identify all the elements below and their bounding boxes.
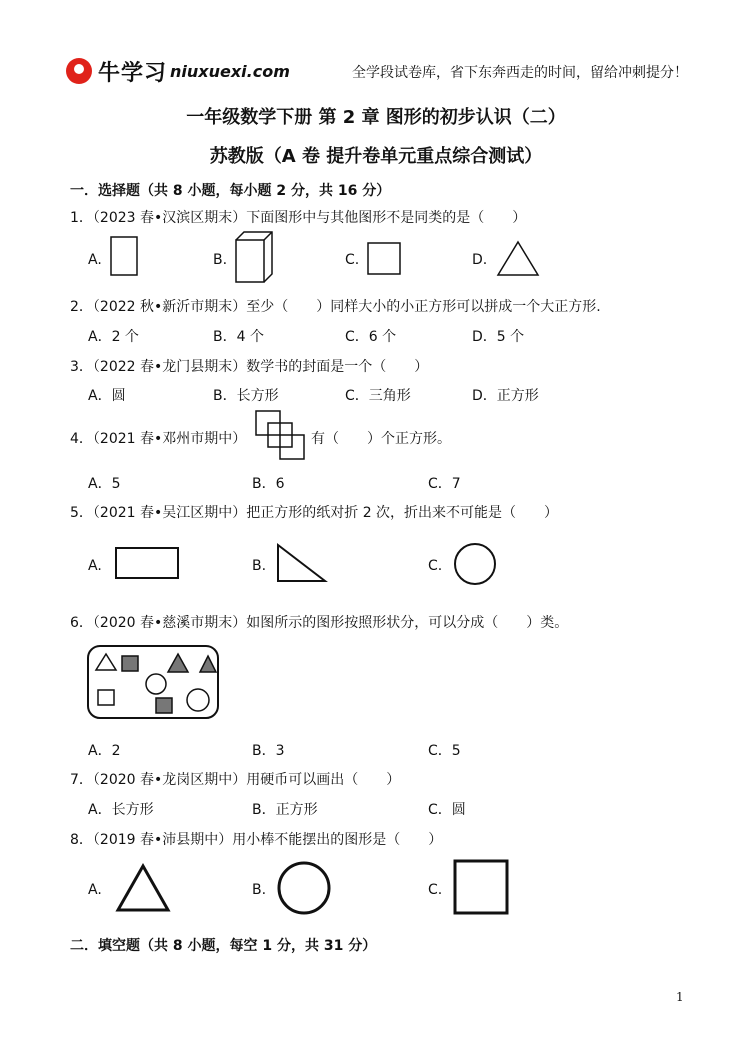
logo-text: 牛学习	[98, 61, 168, 86]
q4-option-b: B．6	[252, 476, 285, 492]
circle-shape	[276, 860, 332, 916]
question-2: 2．（2022 秋•新沂市期末）至少（ ）同样大小的小正方形可以拼成一个大正方形.	[70, 299, 601, 315]
q3-option-b: B．长方形	[213, 388, 279, 404]
question-7: 7．（2020 春•龙岗区期中）用硬币可以画出（ ）	[70, 772, 401, 788]
q5-option-b: B.	[252, 558, 267, 574]
rectangle-shape	[110, 236, 140, 278]
q6-option-c: C．5	[428, 743, 461, 759]
q8-option-b: B.	[252, 882, 267, 898]
triangle-shape	[496, 240, 540, 278]
q6-option-b: B．3	[252, 743, 285, 759]
question-4-suffix: 有（ ）个正方形。	[311, 431, 451, 447]
question-6: 6．（2020 春•慈溪市期末）如图所示的图形按照形状分，可以分成（ ）类。	[70, 615, 569, 631]
q4-option-a: A．5	[88, 476, 121, 492]
q3-option-a: A．圆	[88, 388, 126, 404]
shapes-group-figure	[86, 644, 222, 722]
page-subtitle: 苏教版（A 卷 提升卷单元重点综合测试）	[209, 146, 543, 167]
cube-shape	[234, 230, 276, 284]
q8-option-c: C.	[428, 882, 443, 898]
page-number: 1	[676, 990, 684, 1004]
section-heading-fill: 二．填空题（共 8 小题，每空 1 分，共 31 分）	[70, 938, 377, 954]
logo-icon	[66, 58, 92, 84]
logo-url: niuxuexi.com	[170, 62, 290, 81]
q3-option-c: C．三角形	[345, 388, 411, 404]
square-shape	[367, 242, 403, 276]
question-5: 5．（2021 春•吴江区期中）把正方形的纸对折 2 次，折出来不可能是（ ）	[70, 505, 559, 521]
page-title: 一年级数学下册 第 2 章 图形的初步认识（二）	[186, 107, 566, 128]
q7-option-a: A．长方形	[88, 802, 154, 818]
square-shape	[452, 858, 512, 918]
q7-option-c: C．圆	[428, 802, 466, 818]
rectangle-shape	[114, 546, 182, 582]
q5-option-a: A.	[88, 558, 102, 574]
question-4-prefix: 4．（2021 春•邓州市期中）	[70, 431, 247, 447]
q6-option-a: A．2	[88, 743, 121, 759]
question-3: 3．（2022 春•龙门县期末）数学书的封面是一个（ ）	[70, 359, 429, 375]
q1-option-b: B.	[213, 252, 228, 268]
q5-option-c: C.	[428, 558, 443, 574]
circle-shape	[452, 541, 498, 587]
q2-option-b: B．4 个	[213, 329, 264, 345]
triangle-shape	[275, 542, 329, 584]
q7-option-b: B．正方形	[252, 802, 318, 818]
q3-option-d: D．正方形	[472, 388, 539, 404]
header-slogan: 全学段试卷库，省下东奔西走的时间，留给冲刺提分！	[352, 65, 688, 81]
q2-option-d: D．5 个	[472, 329, 525, 345]
overlapping-squares-figure	[254, 409, 308, 463]
question-8: 8．（2019 春•沛县期中）用小棒不能摆出的图形是（ ）	[70, 832, 443, 848]
q8-option-a: A.	[88, 882, 102, 898]
q1-option-a: A.	[88, 252, 102, 268]
question-1: 1．（2023 春•汉滨区期末）下面图形中与其他图形不是同类的是（ ）	[70, 210, 527, 226]
q1-option-c: C.	[345, 252, 360, 268]
q1-option-d: D.	[472, 252, 488, 268]
section-heading-choice: 一．选择题（共 8 小题，每小题 2 分，共 16 分）	[70, 183, 391, 199]
q2-option-a: A．2 个	[88, 329, 139, 345]
q4-option-c: C．7	[428, 476, 461, 492]
q2-option-c: C．6 个	[345, 329, 397, 345]
triangle-shape	[114, 862, 172, 914]
